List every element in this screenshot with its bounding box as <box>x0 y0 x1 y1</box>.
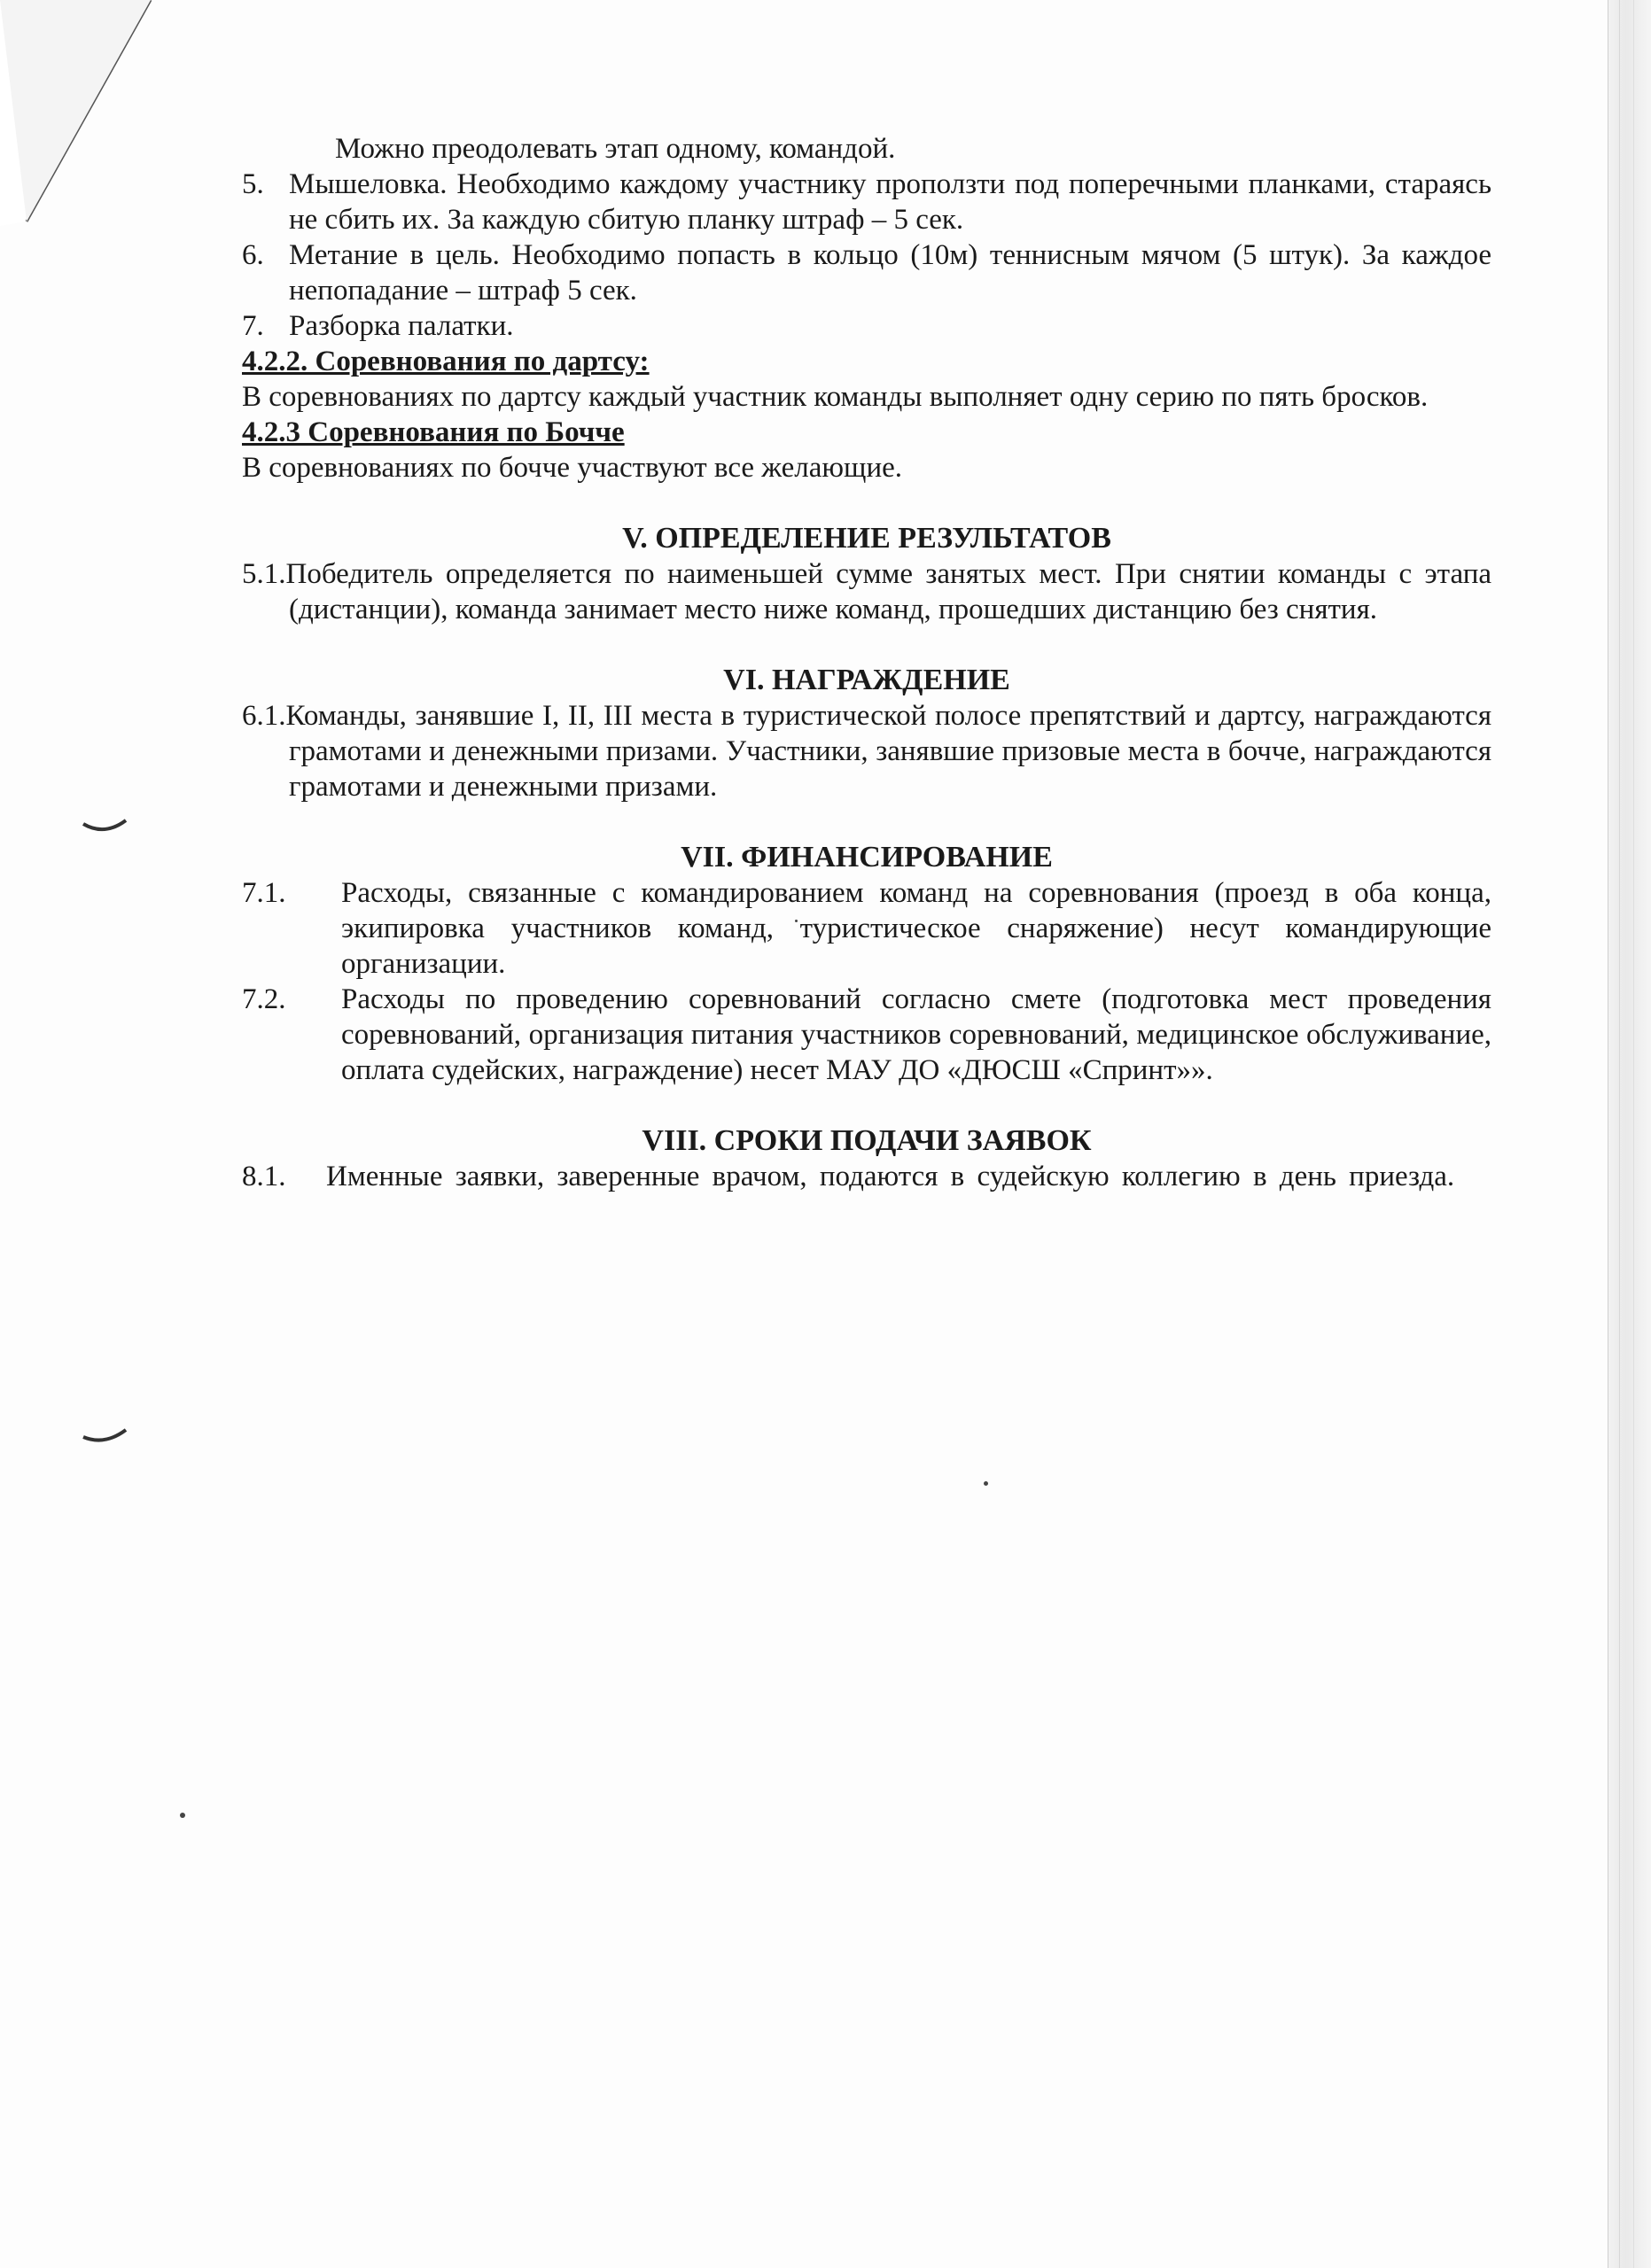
darts-text: В соревнованиях по дартсу каждый участник команды выполняет одну серию по пять бросков. <box>242 381 1429 413</box>
list-item-text: Метание в цель. Необходимо попасть в кольцо (10м) теннисным мячом (5 штук). За каждое непопадание – штраф 5 сек. <box>289 239 1491 307</box>
page-corner-fold <box>0 0 195 230</box>
list-item <box>242 167 1491 237</box>
scan-speck <box>984 1481 988 1486</box>
section-title-awards: VI. НАГРАЖДЕНИЕ <box>723 664 1010 696</box>
results-item: 5.1.Победитель определяется по наименьшей сумме занятых мест. При снятии команды с этапа (дистанции), команда занимает место ниже команд, прошедших дистанцию без снятия. <box>242 558 1491 625</box>
section-title-results: V. ОПРЕДЕЛЕНИЕ РЕЗУЛЬТАТОВ <box>622 522 1111 555</box>
bocce-text: В соревнованиях по бочче участвуют все желающие. <box>242 452 903 484</box>
awards-item: 6.1.Команды, занявшие I, II, III места в туристической полосе препятствий и дартсу, награждаются грамотами и денежными призами. Участники, занявшие призовые места в бочче, награждаются грамотами и денежными призами. <box>242 700 1491 803</box>
financing-item-number: 7.1. <box>242 877 286 909</box>
financing-item-number: 7.2. <box>242 983 286 1015</box>
list-item-number: 6. <box>242 239 264 271</box>
scan-right-edge <box>1608 0 1651 2268</box>
punch-hole-mark <box>78 806 131 842</box>
applications-item-text: Именные заявки, заверенные врачом, подаются в судейскую коллегию в день приезда. <box>326 1161 1455 1192</box>
applications-item-number: 8.1. <box>242 1161 286 1192</box>
section-title-applications: VIII. СРОКИ ПОДАЧИ ЗАЯВОК <box>642 1124 1092 1157</box>
financing-item <box>242 982 1491 1088</box>
financing-item <box>242 875 1491 982</box>
punch-hole-mark <box>78 1418 131 1453</box>
bocce-heading: 4.2.3 Соревнования по Бочче <box>242 416 625 448</box>
list-item-text: Разборка палатки. <box>289 310 514 342</box>
list-item-number: 5. <box>242 168 264 200</box>
applications-item <box>242 1159 1491 1194</box>
list-item <box>242 308 1491 344</box>
intro-line: Можно преодолевать этап одному, командой. <box>335 133 896 165</box>
list-item-number: 7. <box>242 310 264 342</box>
financing-item-text: Расходы, связанные с командированием команд на соревнования (проезд в оба конца, экипировка участников команд, туристическое снаряжение) несут командирующие организации. <box>341 877 1491 980</box>
list-item-text: Мышеловка. Необходимо каждому участнику проползти под поперечными планками, стараясь не сбить их. За каждую сбитую планку штраф – 5 сек. <box>289 168 1491 236</box>
scan-speck <box>180 1813 185 1818</box>
darts-heading: 4.2.2. Соревнования по дартсу: <box>242 346 650 377</box>
section-title-financing: VII. ФИНАНСИРОВАНИЕ <box>681 841 1053 874</box>
document-body <box>242 131 1491 1194</box>
financing-item-text: Расходы по проведению соревнований согласно смете (подготовка мест проведения соревнований, организация питания участников соревнований, медицинское обслуживание, оплата судейских, награждение) несет МАУ ДО «ДЮСШ «Спринт»». <box>341 983 1491 1086</box>
list-item <box>242 237 1491 308</box>
